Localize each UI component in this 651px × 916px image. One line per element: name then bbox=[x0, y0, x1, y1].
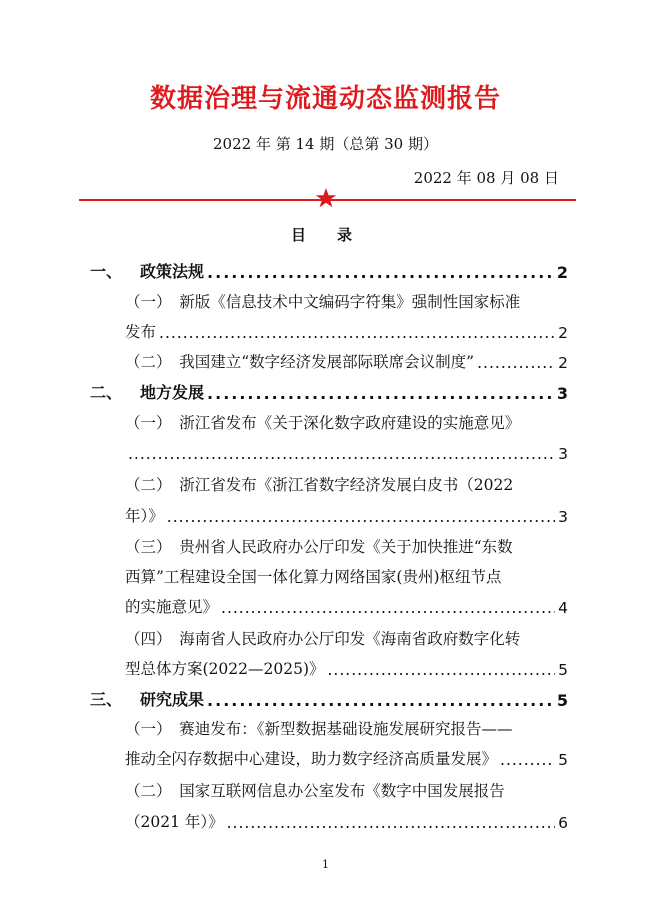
toc-item-2-4[interactable] bbox=[125, 623, 568, 649]
toc-item-text: （二） 浙江省发布《浙江省数字经济发展白皮书（2022 bbox=[125, 476, 514, 494]
toc-item-text: 型总体方案(2022—2025)》 bbox=[125, 660, 325, 678]
page-ref: 5 bbox=[558, 661, 568, 679]
leader-dots bbox=[128, 445, 555, 463]
toc-item-2-3[interactable] bbox=[125, 531, 568, 557]
toc-item-text: 推动全闪存数据中心建设，助力数字经济高质量发展》 bbox=[125, 750, 498, 768]
leader-dots bbox=[159, 324, 555, 342]
toc-item-2-3-cont2[interactable] bbox=[125, 591, 568, 617]
toc-section-local[interactable] bbox=[90, 377, 568, 403]
toc-item-text: 发布 bbox=[125, 323, 157, 341]
section-number: 三、 bbox=[90, 690, 123, 709]
page-ref: 3 bbox=[556, 384, 568, 403]
toc-section-policy[interactable] bbox=[90, 256, 568, 282]
toc-item-text: （四） 海南省人民政府办公厅印发《海南省政府数字化转 bbox=[125, 630, 521, 648]
section-number: 一、 bbox=[90, 262, 123, 281]
toc-item-2-1[interactable] bbox=[125, 407, 568, 433]
toc-item-2-3-cont[interactable] bbox=[125, 561, 568, 587]
issue-date: 2022 年 08 月 08 日 bbox=[413, 169, 559, 187]
toc-item-3-1[interactable] bbox=[125, 713, 568, 739]
leader-dots bbox=[207, 384, 554, 403]
leader-dots bbox=[500, 751, 555, 769]
leader-dots bbox=[477, 354, 555, 372]
page-ref: 5 bbox=[558, 751, 568, 769]
toc-item-text: （二） 我国建立“数字经济发展部际联席会议制度” bbox=[125, 353, 475, 371]
toc-item-2-2-cont[interactable] bbox=[125, 500, 568, 526]
toc-item-text: 的实施意见》 bbox=[125, 598, 219, 616]
section-number: 二、 bbox=[90, 383, 123, 402]
toc-item-3-2-cont[interactable] bbox=[125, 806, 568, 832]
leader-dots bbox=[328, 661, 556, 679]
toc-item-1-1[interactable] bbox=[125, 286, 568, 312]
issue-number: 2022 年 第 14 期（总第 30 期） bbox=[213, 135, 438, 153]
toc-item-1-1-cont[interactable] bbox=[125, 316, 568, 342]
page-ref: 2 bbox=[558, 354, 568, 372]
leader-dots bbox=[221, 599, 555, 617]
toc-item-text: （一） 赛迪发布：《新型数据基础设施发展研究报告—— bbox=[125, 720, 513, 738]
toc-item-2-4-cont[interactable] bbox=[125, 653, 568, 679]
star-icon bbox=[314, 186, 338, 210]
toc-item-2-2[interactable] bbox=[125, 469, 568, 495]
page-ref: 3 bbox=[558, 445, 568, 463]
toc-item-1-2[interactable] bbox=[125, 346, 568, 372]
toc-item-3-1-cont[interactable] bbox=[125, 743, 568, 769]
page-ref: 3 bbox=[558, 508, 568, 526]
leader-dots bbox=[167, 508, 555, 526]
page-ref: 6 bbox=[558, 814, 568, 832]
leader-dots bbox=[227, 814, 555, 832]
toc-item-text: （三） 贵州省人民政府办公厅印发《关于加快推进“东数 bbox=[125, 538, 513, 556]
toc-item-2-1-cont[interactable] bbox=[125, 437, 568, 463]
toc-item-text: （2021 年）》 bbox=[125, 813, 224, 831]
page-ref: 5 bbox=[556, 691, 568, 710]
page-number: 1 bbox=[322, 858, 329, 871]
report-title: 数据治理与流通动态监测报告 bbox=[149, 84, 501, 114]
section-label: 政策法规 bbox=[140, 262, 205, 281]
toc-item-text: （一） 新版《信息技术中文编码字符集》强制性国家标准 bbox=[125, 293, 521, 311]
toc-item-3-2[interactable] bbox=[125, 775, 568, 801]
page-ref: 2 bbox=[556, 263, 568, 282]
page-ref: 2 bbox=[558, 324, 568, 342]
leader-dots bbox=[207, 263, 554, 282]
toc-item-text: 年）》 bbox=[125, 507, 164, 525]
toc-title: 目 录 bbox=[290, 226, 360, 244]
section-label: 地方发展 bbox=[140, 383, 205, 402]
page-ref: 4 bbox=[558, 599, 568, 617]
toc-item-text: 西算”工程建设全国一体化算力网络国家(贵州)枢纽节点 bbox=[125, 568, 502, 586]
section-label: 研究成果 bbox=[140, 690, 205, 709]
toc-section-research[interactable] bbox=[90, 684, 568, 710]
leader-dots bbox=[207, 691, 554, 710]
toc-item-text: （二） 国家互联网信息办公室发布《数字中国发展报告 bbox=[125, 782, 505, 800]
toc-item-text: （一） 浙江省发布《关于深化数字政府建设的实施意见》 bbox=[125, 414, 521, 432]
